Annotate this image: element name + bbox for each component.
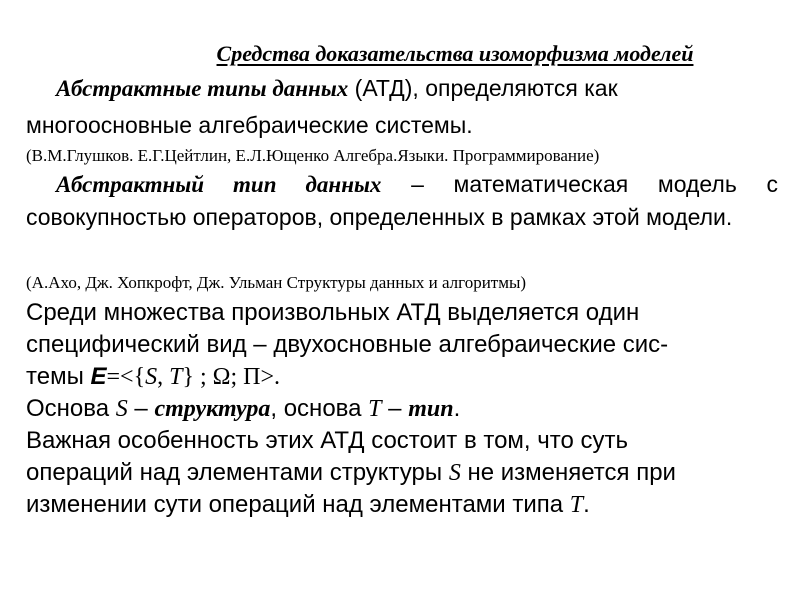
structure-term: структура [154, 396, 271, 422]
definition-indent [26, 171, 56, 197]
atd-term: Абстрактные типы данных [56, 76, 349, 101]
main-line-5: Важная особенность этих АТД состоит в том, что суть [26, 427, 629, 454]
main-line-2: специфический вид – двухосновные алгебраические сис- [26, 331, 669, 358]
line7-prefix: изменении сути операций над элементами типа [26, 491, 570, 518]
slide-title: Средства доказательства изоморфизма моделей [216, 41, 694, 66]
atd-line-1 [26, 70, 778, 107]
line6-rest: не изменяется при [460, 459, 676, 486]
line7-t: T [569, 492, 584, 518]
definition-text: – математическая модель с совокупностью операторов, определенных в рамках этой модели. [26, 171, 778, 230]
line4-dash: – [127, 395, 155, 422]
line6-prefix: операций над элементами структуры [26, 459, 449, 486]
citation-aho: (А.Ахо, Дж. Хопкрофт, Дж. Ульман Структуры данных и алгоритмы) [26, 273, 527, 292]
main-paragraph [26, 297, 778, 521]
line7-end: . [583, 491, 590, 518]
line4-s: S [115, 396, 128, 422]
atd-paragraph [26, 70, 778, 143]
formula-rest: } ; Ω; Π>. [182, 364, 281, 390]
atd-line1-rest: (АТД), определяются как [348, 75, 618, 101]
formula-e: E [90, 363, 107, 390]
formula-comma: , [157, 364, 170, 390]
line4-mid: , основа [270, 395, 369, 422]
formula-t: T [169, 364, 183, 390]
line4-dash2: – [381, 395, 409, 422]
line4-prefix: Основа [26, 395, 116, 422]
main-line-7 [26, 489, 778, 521]
type-term: тип [408, 396, 454, 422]
line6-s: S [448, 460, 461, 486]
line3-prefix: темы [26, 363, 91, 390]
formula-s: S [145, 364, 158, 390]
definition-paragraph [26, 168, 778, 233]
main-line-3 [26, 361, 778, 393]
definition-term: Абстрактный тип данных [56, 172, 382, 197]
line4-t: T [368, 396, 382, 422]
main-line-1: Среди множества произвольных АТД выделяется один [26, 299, 640, 326]
main-line-6 [26, 457, 778, 489]
citation-glushkov: (В.М.Глушков. Е.Г.Цейтлин, Е.Л.Ющенко Алгебра.Языки. Программирование) [26, 146, 600, 165]
formula-eq: =<{ [106, 364, 146, 390]
line4-end: . [453, 395, 461, 422]
main-line-4 [26, 393, 778, 425]
atd-line-2: многоосновные алгебраические системы. [26, 112, 473, 138]
